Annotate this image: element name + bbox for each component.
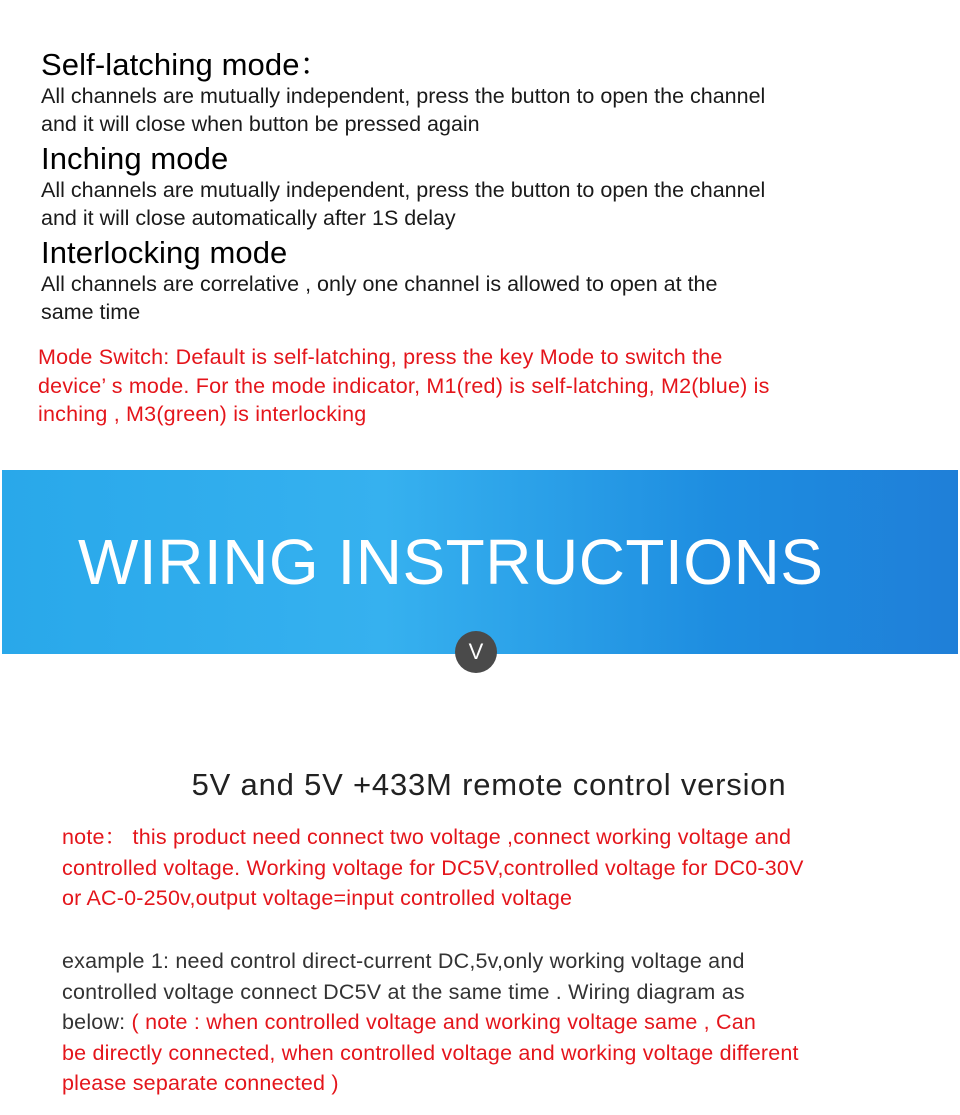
- chevron-down-icon: V: [455, 631, 497, 673]
- mode-title: Interlocking mode: [41, 235, 288, 270]
- mode-description: All channels are mutually independent, press the button to open the channel and it will close when button be pressed again: [41, 84, 766, 136]
- example-paragraph: [62, 946, 932, 1099]
- voltage-note: note： this product need connect two voltage ,connect working voltage and controlled voltage. Working voltage for DC5V,controlled voltage for DC0-30V or AC-0-250v,output voltage=input controlled voltage: [62, 825, 804, 910]
- mode-title: Inching mode: [41, 141, 229, 176]
- mode-description: All channels are correlative , only one channel is allowed to open at the same time: [41, 272, 718, 324]
- mode-self-latching: [41, 48, 931, 138]
- mode-description: All channels are mutually independent, press the button to open the channel and it will close automatically after 1S delay: [41, 178, 766, 230]
- example-highlight: ( note : when controlled voltage and working voltage same , Can be directly connected, when controlled voltage and working voltage different please separate connected ): [62, 1010, 799, 1095]
- example-text: example 1: need control direct-current DC,5v,only working voltage and controlled voltage connect DC5V at the same time . Wiring diagram as below:: [62, 949, 745, 1034]
- version-title: 5V and 5V +433M remote control version: [191, 767, 787, 802]
- mode-interlocking: [41, 236, 931, 326]
- mode-title: Self-latching mode：: [41, 47, 331, 82]
- modes-section: [41, 48, 931, 330]
- banner-title: WIRING INSTRUCTIONS: [78, 526, 824, 598]
- mode-inching: [41, 142, 931, 232]
- mode-switch-note: Mode Switch: Default is self-latching, press the key Mode to switch the device’ s mode. For the mode indicator, M1(red) is self-latching, M2(blue) is inching , M3(green) is interlocking: [38, 345, 770, 426]
